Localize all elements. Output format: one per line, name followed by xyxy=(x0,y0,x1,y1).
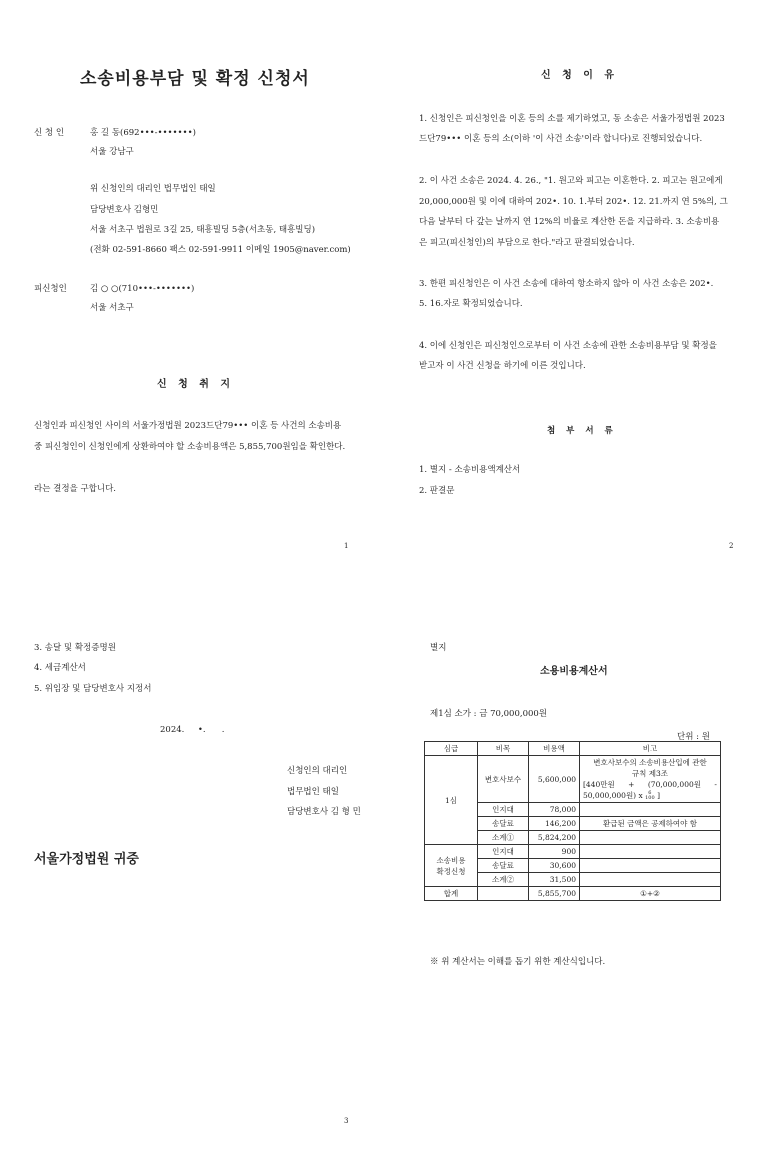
respondent-label: 피신청인 xyxy=(34,284,67,294)
cost-table xyxy=(424,741,721,901)
attachments-heading: 첨 부 서 류 xyxy=(547,426,617,436)
claim-value: 제1심 소가 : 금 70,000,000원 xyxy=(430,709,548,719)
attachment-item: 5. 위임장 및 담당변호사 지정서 xyxy=(34,684,152,694)
reason-line: 20,000,000원 및 이에 대하여 202•. 10. 1.부터 202•. 12. 21.까지 연 5%의, 그 xyxy=(419,197,728,207)
signature-line: 법무법인 태일 xyxy=(287,787,339,797)
purpose-closing: 라는 결정을 구합니다. xyxy=(34,484,117,494)
fraction xyxy=(645,791,655,801)
table-footnote: ※ 위 계산서는 이해를 돕기 위한 계산식입니다. xyxy=(430,957,606,967)
applicant-address: 서울 강남구 xyxy=(90,147,134,157)
note-line: 변호사보수의 소송비용산입에 관한 xyxy=(593,758,707,767)
agent-address: 서울 서초구 법원로 3길 25, 태흥빌딩 5층(서초동, 태흥빌딩) xyxy=(90,225,316,235)
applicant-label: 신 청 인 xyxy=(34,128,65,138)
total-amount-cell: 5,855,700 xyxy=(529,887,580,901)
reason-line: 받고자 이 사건 신청을 하기에 이른 것입니다. xyxy=(419,361,586,371)
item-cell: 인지대 xyxy=(478,803,529,817)
column-header: 비목 xyxy=(478,742,529,756)
note-formula-row xyxy=(583,790,717,801)
total-note-cell: ①+② xyxy=(580,887,721,901)
respondent-name: 김 ○ ○(710•••-•••••••) xyxy=(90,284,195,294)
purpose-text-line: 중 피신청인이 신청인에게 상환하여야 할 소송비용액은 5,855,700원임을 확인한다. xyxy=(34,442,346,452)
signature-line: 담당변호사 김 형 민 xyxy=(287,807,361,817)
instance-label-line: 확정신청 xyxy=(436,866,466,876)
page-number: 3 xyxy=(344,1117,349,1125)
amount-cell: 5,824,200 xyxy=(529,831,580,845)
note-cell xyxy=(580,845,721,859)
item-cell: 변호사보수 xyxy=(478,756,529,803)
column-header: 비고 xyxy=(580,742,721,756)
note-formula-row xyxy=(583,779,717,790)
agent-line: 위 신청인의 대리인 법무법인 태일 xyxy=(90,184,216,194)
reasons-heading: 신 청 이 유 xyxy=(541,70,619,81)
amount-cell: 31,500 xyxy=(529,873,580,887)
signature-line: 신청인의 대리인 xyxy=(287,766,348,776)
item-cell: 인지대 xyxy=(478,845,529,859)
total-label-cell: 합계 xyxy=(425,887,478,901)
note-cell xyxy=(580,803,721,817)
page-number: 1 xyxy=(344,542,349,550)
note-fragment: ] xyxy=(657,791,660,800)
note-fragment: + xyxy=(628,780,635,789)
note-fragment: (70,000,000원 xyxy=(647,780,701,789)
note-fragment: [440만원 xyxy=(583,780,615,789)
instance-label-line: 소송비용 xyxy=(436,855,466,865)
amount-cell: 146,200 xyxy=(529,817,580,831)
instance-cell xyxy=(425,845,478,887)
reason-line: 3. 한편 피신청인은 이 사건 소송에 대하여 항소하지 않아 이 사건 소송은 202•. xyxy=(419,279,714,289)
item-cell xyxy=(478,887,529,901)
page-number: 2 xyxy=(729,542,734,550)
fraction-denominator: 100 xyxy=(645,795,655,801)
table-header-row xyxy=(425,742,721,756)
attachment-item: 3. 송달 및 확정증명원 xyxy=(34,643,116,653)
note-fragment: - xyxy=(714,780,717,789)
respondent-address: 서울 서초구 xyxy=(90,303,134,313)
item-cell: 소계① xyxy=(478,831,529,845)
purpose-text-line: 신청인과 피신청인 사이의 서울가정법원 2023드단79••• 이혼 등 사건의 소송비용 xyxy=(34,421,342,431)
amount-cell: 5,600,000 xyxy=(529,756,580,803)
note-cell xyxy=(580,756,721,803)
reason-line: 4. 이에 신청인은 피신청인으로부터 이 사건 소송에 관한 소송비용부담 및 확정을 xyxy=(419,341,717,351)
reason-line: 은 피고(피신청인)의 부담으로 한다."라고 판결되었습니다. xyxy=(419,238,635,248)
reason-line: 2. 이 사건 소송은 2024. 4. 26., "1. 원고와 피고는 이혼한다. 2. 피고는 원고에게 xyxy=(419,176,723,186)
amount-cell: 900 xyxy=(529,845,580,859)
note-cell: 환급된 금액은 공제하여야 함 xyxy=(580,817,721,831)
applicant-name: 홍 길 동(692•••-•••••••) xyxy=(90,128,196,138)
instance-cell: 1심 xyxy=(425,756,478,845)
column-header: 심급 xyxy=(425,742,478,756)
reason-line: 드단79••• 이혼 등의 소(이하 '이 사건 소송'이라 합니다)로 진행되었습니다. xyxy=(419,134,703,144)
filing-date: 2024. •. . xyxy=(160,725,225,735)
agent-contact: (전화 02-591-8660 팩스 02-591-9911 이메일 1905@naver.com) xyxy=(90,245,351,255)
annex-label: 별지 xyxy=(430,643,447,653)
item-cell: 송달료 xyxy=(478,817,529,831)
note-cell xyxy=(580,873,721,887)
table-row xyxy=(425,845,721,859)
table-row xyxy=(425,756,721,803)
note-line: 규칙 제3조 xyxy=(631,769,669,778)
unit-label: 단위 : 원 xyxy=(677,732,710,742)
reason-line: 다음 날부터 다 갚는 날까지 연 12%의 비율로 계산한 돈을 지급하라. 3. 소송비용 xyxy=(419,217,720,227)
column-header: 비용액 xyxy=(529,742,580,756)
item-cell: 송달료 xyxy=(478,859,529,873)
document-title: 소송비용부담 및 확정 신청서 xyxy=(80,69,310,89)
court-addressee: 서울가정법원 귀중 xyxy=(34,852,139,867)
note-cell xyxy=(580,859,721,873)
reason-line: 5. 16.자로 확정되었습니다. xyxy=(419,299,523,309)
amount-cell: 78,000 xyxy=(529,803,580,817)
table-total-row xyxy=(425,887,721,901)
cost-table-title: 소용비용계산서 xyxy=(540,666,608,677)
attachment-item: 2. 판결문 xyxy=(419,486,455,496)
reason-line: 1. 신청인은 피신청인을 이혼 등의 소를 제기하였고, 동 소송은 서울가정법원 2023 xyxy=(419,114,725,124)
note-cell xyxy=(580,831,721,845)
amount-cell: 30,600 xyxy=(529,859,580,873)
fraction-numerator: 6 xyxy=(648,790,652,796)
agent-lawyer: 담당변호사 김형민 xyxy=(90,205,159,215)
item-cell: 소계② xyxy=(478,873,529,887)
purpose-heading: 신 청 취 지 xyxy=(157,379,235,390)
attachment-item: 1. 별지 - 소송비용액계산서 xyxy=(419,465,521,475)
attachment-item: 4. 세금계산서 xyxy=(34,663,86,673)
note-fragment: 50,000,000원) x xyxy=(583,791,643,800)
